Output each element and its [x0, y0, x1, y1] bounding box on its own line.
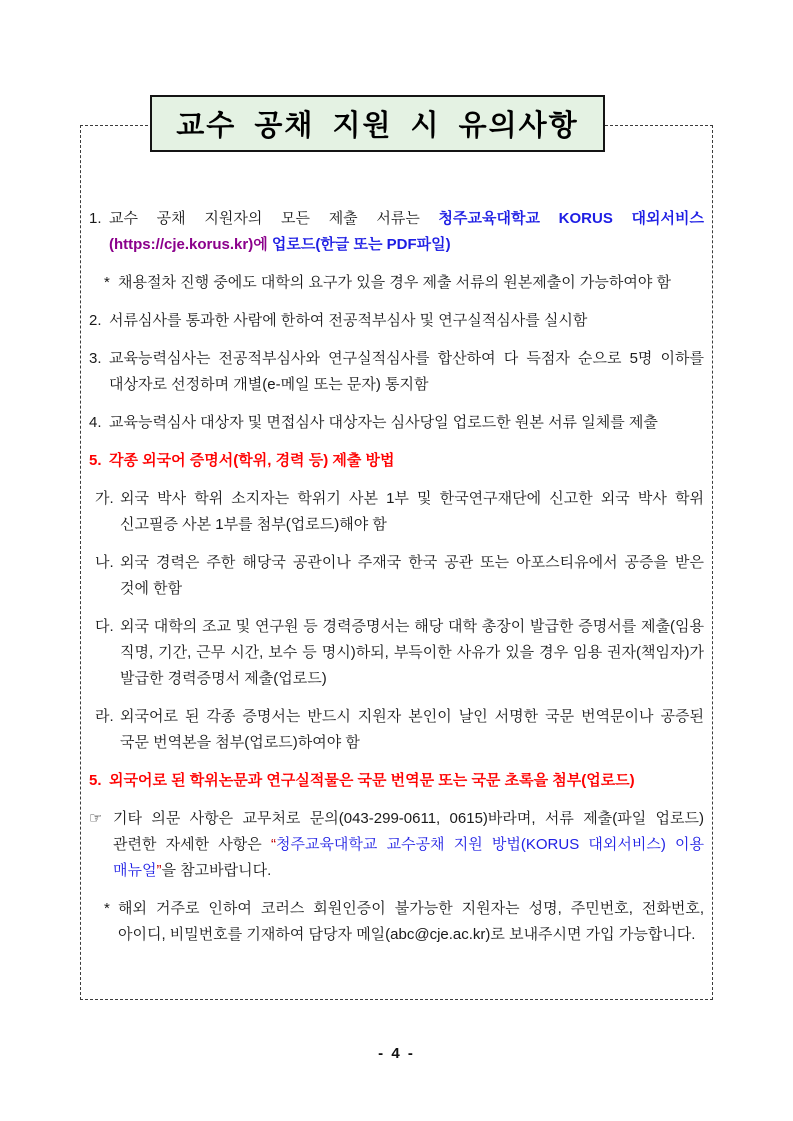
item-5b-number: 5. — [89, 772, 102, 789]
subitem-na-number: 나. — [95, 554, 114, 571]
notice-subitem-ra — [95, 704, 704, 756]
korus-service-link[interactable]: 청주교육대학교 KORUS 대외서비스 — [438, 210, 704, 227]
item-3-number: 3. — [89, 350, 102, 367]
overseas-note-text: 해외 거주로 인하여 코러스 회원인증이 불가능한 지원자는 성명, 주민번호, 전화번호, 아이디, 비밀번호를 기재하여 담당자 메일(abc@cje.ac.kr)로 보내주시면 가입 가능합니다. — [118, 900, 704, 943]
item-2-text: 서류심사를 통과한 사람에 한하여 전공적부심사 및 연구실적심사를 실시함 — [109, 312, 588, 329]
subitem-ga-number: 가. — [95, 490, 114, 507]
page-number: - 4 - — [378, 1045, 415, 1062]
notice-title: 교수 공채 지원 시 유의사항 — [176, 110, 579, 142]
close-quote-mark: ” — [156, 862, 162, 879]
subitem-ra-number: 라. — [95, 708, 114, 725]
subitem-na-text: 외국 경력은 주한 해당국 공관이나 주재국 한국 공관 또는 아포스티유에서 공증을 받은 것에 한함 — [120, 554, 704, 597]
pointer-text-black-1: 기타 의문 사항은 교무처로 문의(043-299-0611, 0615)바라며, 서류 제출(파일 업로드) 관련한 자세한 사항은 — [113, 810, 704, 853]
notice-item-5a-heading — [89, 448, 704, 474]
pointer-item-text — [113, 806, 704, 884]
notice-item-3 — [89, 346, 704, 398]
open-quote-mark: “ — [270, 836, 276, 853]
korus-url-link[interactable]: (https://cje.korus.kr)에 — [109, 236, 268, 253]
item-5a-text: 각종 외국어 증명서(학위, 경력 등) 제출 방법 — [109, 452, 395, 469]
notice-item-2 — [89, 308, 704, 334]
notice-item-5b-heading — [89, 768, 704, 794]
notice-overseas-note — [104, 896, 704, 948]
item-1-upload-text: 업로드(한글 또는 PDF파일) — [267, 236, 451, 253]
item-4-text: 교육능력심사 대상자 및 면접심사 대상자는 심사당일 업로드한 원본 서류 일체를 제출 — [109, 414, 658, 431]
notice-subitem-ga — [95, 486, 704, 538]
notice-item-1-note — [104, 270, 704, 296]
subitem-da-text: 외국 대학의 조교 및 연구원 등 경력증명서는 해당 대학 총장이 발급한 증명서를 제출(임용 직명, 기간, 근무 시간, 보수 등 명시)하되, 부득이한 사유가 있을 경우 임용 권자(책임자)가 발급한 경력증명서 제출(업로드) — [120, 618, 704, 687]
notice-content-border-box — [80, 125, 713, 1000]
item-1-text — [109, 206, 704, 258]
manual-reference-text: 청주교육대학교 교수공채 지원 방법(KORUS 대외서비스) 이용 매뉴얼 — [113, 836, 704, 879]
notice-item-1 — [89, 206, 704, 258]
asterisk-marker-2: * — [104, 900, 110, 917]
item-3-text: 교육능력심사는 전공적부심사와 연구실적심사를 합산하여 다 득점자 순으로 5명 이하를 대상자로 선정하며 개별(e-메일 또는 문자) 통지함 — [109, 350, 704, 393]
notice-subitem-da — [95, 614, 704, 692]
subitem-ra-text: 외국어로 된 각종 증명서는 반드시 지원자 본인이 날인 서명한 국문 번역문이나 공증된 국문 번역본을 첨부(업로드)하여야 함 — [120, 708, 704, 751]
asterisk-marker: * — [104, 274, 110, 291]
notice-subitem-na — [95, 550, 704, 602]
pointer-text-black-2: 을 참고바랍니다. — [161, 862, 272, 879]
item-2-number: 2. — [89, 312, 102, 329]
item-5a-number: 5. — [89, 452, 102, 469]
subitem-ga-text: 외국 박사 학위 소지자는 학위기 사본 1부 및 한국연구재단에 신고한 외국 박사 학위 신고필증 사본 1부를 첨부(업로드)해야 함 — [120, 490, 704, 533]
item-1-number: 1. — [89, 210, 102, 227]
item-1-text-black: 교수 공채 지원자의 모든 제출 서류는 — [109, 210, 439, 227]
item-5b-text: 외국어로 된 학위논문과 연구실적물은 국문 번역문 또는 국문 초록을 첨부(업로드) — [109, 772, 635, 789]
item-4-number: 4. — [89, 414, 102, 431]
item-1-note-text: 채용절차 진행 중에도 대학의 요구가 있을 경우 제출 서류의 원본제출이 가능하여야 함 — [118, 274, 671, 291]
notice-title-box — [150, 95, 605, 152]
notice-item-4 — [89, 410, 704, 436]
pointing-hand-icon: ☞ — [89, 810, 103, 827]
notice-pointer-item — [89, 806, 704, 884]
subitem-da-number: 다. — [95, 618, 114, 635]
